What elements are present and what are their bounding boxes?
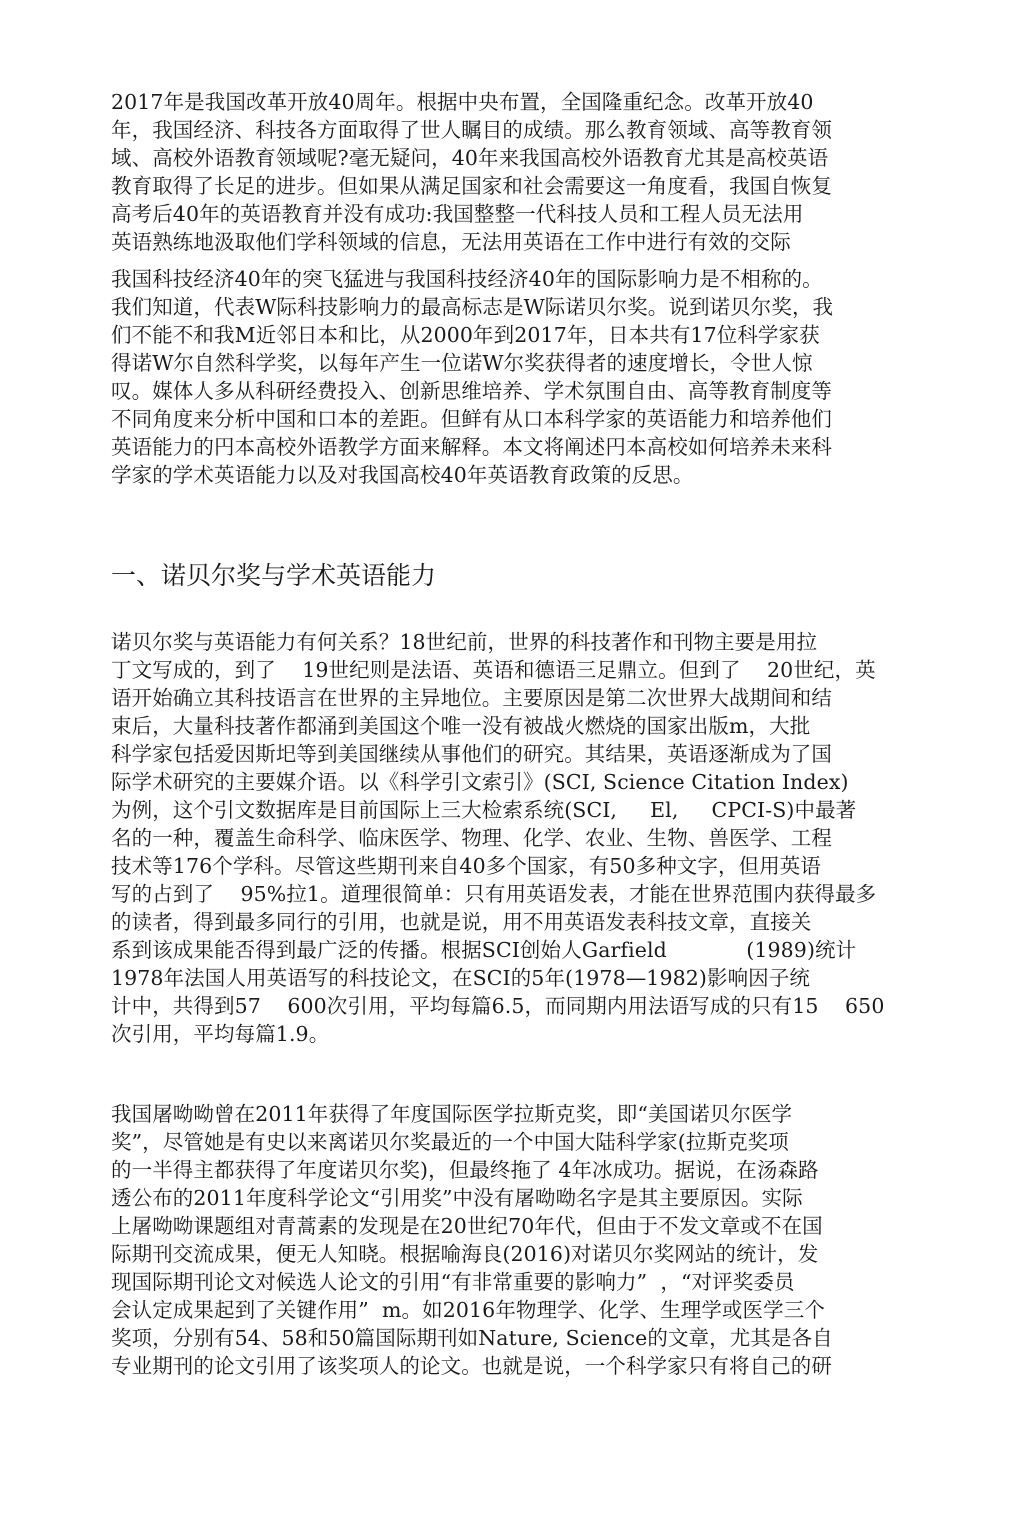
text-line: 丁文写成的，到了 19世纪则是法语、英语和德语三足鼎立。但到了 20世纪，英 bbox=[111, 658, 876, 682]
text-line: 名的一种，覆盖生命科学、临床医学、物理、化学、农业、生物、兽医学、工程 bbox=[111, 826, 832, 850]
text-line: 英语熟练地汲取他们学科领域的信息，无法用英语在工作中进行有效的交际 bbox=[111, 230, 791, 254]
text-line: 际期刊交流成果，便无人知晓。根据喻海良(2016)对诺贝尔奖网站的统计，发 bbox=[111, 1242, 819, 1266]
text-line: 的读者，得到最多同行的引用，也就是说，用不用英语发表科技文章，直接关 bbox=[111, 910, 812, 934]
text-line: 奖”，尽管她是有史以来离诺贝尔奖最近的一个中国大陆科学家(拉斯克奖项 bbox=[111, 1130, 789, 1154]
paragraph-nobel-context bbox=[111, 265, 926, 489]
text-line: 计中，共得到57 600次引用，平均每篇6.5，而同期内用法语写成的只有15 650 bbox=[111, 994, 885, 1018]
text-line: 透公布的2011年度科学论文“引用奖”中没有屠呦呦名字是其主要原因。实际 bbox=[111, 1186, 803, 1210]
text-line: 奖项，分别有54、58和50篇国际期刊如Nature, Science的文章，尤其是各自 bbox=[111, 1326, 833, 1350]
text-line: 系到该成果能否得到最广泛的传播。根据SCI创始人Garfield (1989)统计 bbox=[111, 938, 857, 962]
paragraph-tu-youyou bbox=[111, 1100, 926, 1380]
text-line: 高考后40年的英语教育并没有成功:我国整整一代科技人员和工程人员无法用 bbox=[111, 202, 804, 226]
text-line: 2017年是我国改革开放40周年。根据中央布置，全国隆重纪念。改革开放40 bbox=[111, 90, 814, 114]
text-line: 学家的学术英语能力以及对我国高校40年英语教育政策的反思。 bbox=[111, 463, 694, 487]
text-line: 我国屠呦呦曾在2011年获得了年度国际医学拉斯克奖，即“美国诺贝尔医学 bbox=[111, 1102, 793, 1126]
text-line: 1978年法国人用英语写的科技论文，在SCI的5年(1978—1982)影响因子统 bbox=[111, 966, 810, 990]
text-line: 技术等176个学科。尽管这些期刊来自40多个国家，有50多种文字，但用英语 bbox=[111, 854, 821, 878]
text-line: 我们知道，代表W际科技影响力的最高标志是W际诺贝尔奖。说到诺贝尔奖，我 bbox=[111, 295, 834, 319]
text-line: 科学家包括爱因斯圯等到美国继续从事他们的研究。其结果，英语逐渐成为了国 bbox=[111, 742, 832, 766]
paragraph-english-history bbox=[111, 628, 926, 1048]
text-line: 不同角度来分析中国和口本的差距。但鲜有从口本科学家的英语能力和培养他们 bbox=[111, 407, 832, 431]
text-line: 教育取得了长足的进步。但如果从满足国家和社会需要这一角度看，我国自恢复 bbox=[111, 174, 832, 198]
text-line: 年，我国经济、科技各方面取得了世人瞩目的成绩。那么教育领域、高等教育领 bbox=[111, 118, 832, 142]
text-line: 次引用，平均每篇1.9。 bbox=[111, 1022, 330, 1046]
paragraph-intro bbox=[111, 88, 926, 256]
text-line: 诺贝尔奖与英语能力有何关系？18世纪前，世界的科技著作和刊物主要是用拉 bbox=[111, 630, 818, 654]
text-line: 现国际期刊论文对候选人论文的引用“有非常重要的影响力” ，“对评奖委员 bbox=[111, 1270, 795, 1294]
text-line: 为例，这个引文数据库是目前国际上三大检索系统(SCI, El, CPCI-S)中最著 bbox=[111, 798, 857, 822]
text-line: 的一半得主都获得了年度诺贝尔奖)，但最终拖了 4年冰成功。据说，在汤森路 bbox=[111, 1158, 819, 1182]
text-line: 专业期刊的论文引用了该奖项人的论文。也就是说，一个科学家只有将自己的研 bbox=[111, 1354, 832, 1378]
text-line: 得诺W尔自然科学奖，以每年产生一位诺W尔奖获得者的速度增长，令世人惊 bbox=[111, 351, 813, 375]
text-line: 叹。媒体人多从科研经费投入、创新思维培养、学术氛围自由、高等教育制度等 bbox=[111, 379, 832, 403]
text-line: 们不能不和我M近邻日本和比，从2000年到2017年，日本共有17位科学家获 bbox=[111, 323, 820, 347]
text-line: 写的占到了 95%拉1。道理很简单：只有用英语发表，才能在世界范围内获得最多 bbox=[111, 882, 877, 906]
text-line: 际学术研究的主要媒介语。以《科学引文索引》(SCI, Science Citation Index) bbox=[111, 770, 849, 794]
text-line: 英语能力的円本高校外语教学方面来解释。本文将阐述円本高校如何培养未来科 bbox=[111, 435, 832, 459]
text-line: 域、高校外语教育领域呢?毫无疑问，40年来我国高校外语教育尤其是高校英语 bbox=[111, 146, 829, 170]
text-line: 上屠呦呦课题组对青蒿素的发现是在20世纪70年代，但由于不发文章或不在国 bbox=[111, 1214, 823, 1238]
text-line: 我国科技经济40年的突飞猛进与我国科技经济40年的国际影响力是不相称的。 bbox=[111, 267, 823, 291]
text-line: 语开始确立其科技语言在世界的主异地位。主要原因是第二次世界大战期间和结 bbox=[111, 686, 832, 710]
text-line: 会认定成果起到了关键作用” m。如2016年物理学、化学、生理学或医学三个 bbox=[111, 1298, 825, 1322]
section-heading: 一、诺贝尔奖与学术英语能力 bbox=[111, 561, 437, 590]
text-line: 束后，大量科技著作都涌到美国这个唯一没有被战火燃烧的国家出版m，大批 bbox=[111, 714, 811, 738]
